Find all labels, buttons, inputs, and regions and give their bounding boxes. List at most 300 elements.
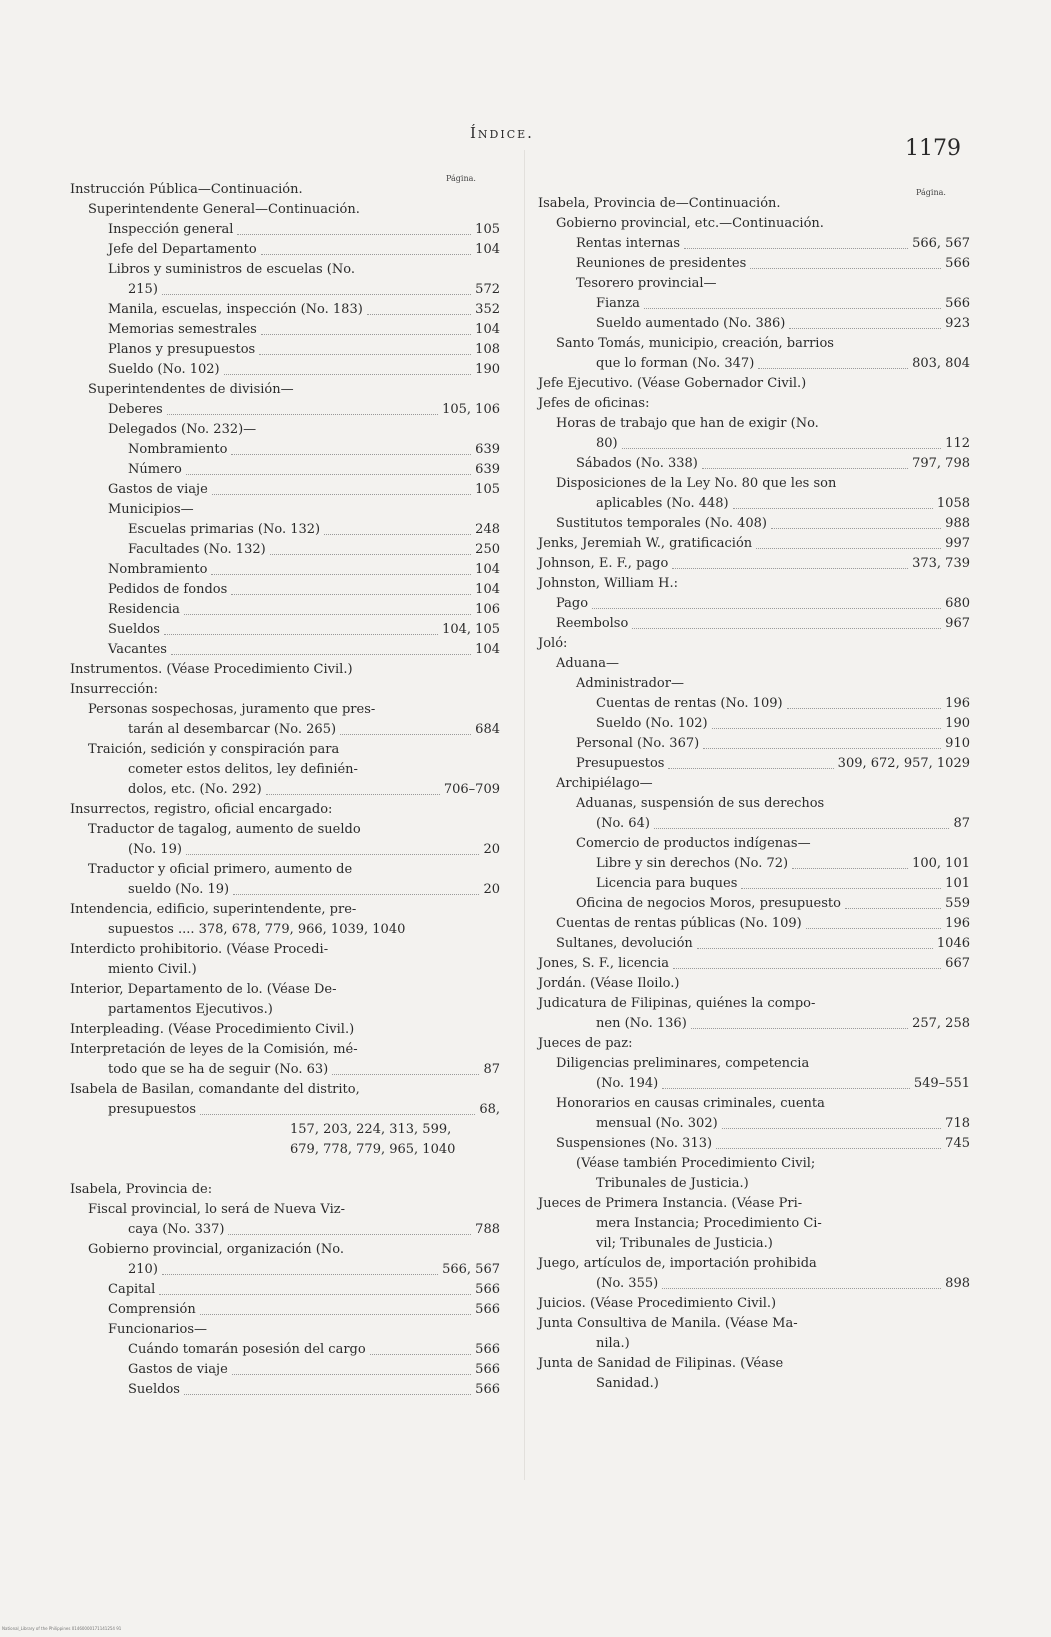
entry-text: Gobierno provincial, etc.—Continuación. <box>556 216 824 231</box>
index-entry <box>538 1374 970 1394</box>
index-entry <box>538 1154 970 1174</box>
pagina-label: Página. <box>446 174 476 183</box>
dot-leader <box>806 928 941 929</box>
entry-page-ref: 100, 101 <box>912 856 970 871</box>
index-entry <box>538 514 970 534</box>
index-entry <box>538 274 970 294</box>
index-entry <box>70 780 500 800</box>
index-entry <box>538 254 970 274</box>
page-header-title: Índice. <box>470 124 534 142</box>
dot-leader <box>632 628 941 629</box>
index-entry <box>70 840 500 860</box>
entry-text: Administrador— <box>576 676 684 691</box>
entry-text: Comprensión <box>108 1302 196 1317</box>
entry-text: Sueldos <box>108 622 160 637</box>
index-entry <box>70 460 500 480</box>
dot-leader <box>845 908 941 909</box>
entry-text: Rentas internas <box>576 236 681 251</box>
entry-text: Interior, Departamento de lo. (Véase De- <box>70 982 337 997</box>
index-entry <box>70 180 500 200</box>
index-entry <box>538 214 970 234</box>
entry-text: Judicatura de Filipinas, quiénes la compo- <box>538 996 816 1011</box>
entry-page-ref: 196 <box>945 916 970 931</box>
index-entry <box>70 900 500 920</box>
dot-leader <box>259 354 471 355</box>
index-entry <box>70 800 500 820</box>
index-entry <box>538 1294 970 1314</box>
entry-text: Interpretación de leyes de la Comisión, mé- <box>70 1042 358 1057</box>
entry-page-ref: 248 <box>475 522 500 537</box>
dot-leader <box>167 414 438 415</box>
dot-leader <box>771 528 941 529</box>
dot-leader <box>184 1394 471 1395</box>
index-entry <box>70 1000 500 1020</box>
index-entry <box>538 794 970 814</box>
entry-page-ref: 566, 567 <box>442 1262 500 1277</box>
entry-page-ref: 898 <box>945 1276 970 1291</box>
entry-text: Oficina de negocios Moros, presupuesto <box>576 896 841 911</box>
entry-page-ref: 1046 <box>936 936 970 951</box>
dot-leader <box>200 1114 475 1115</box>
index-entry <box>70 280 500 300</box>
dot-leader <box>186 854 479 855</box>
entry-text: Presupuestos <box>576 756 665 771</box>
index-entry <box>70 1300 500 1320</box>
dot-leader <box>231 594 471 595</box>
index-entry <box>70 980 500 1000</box>
entry-page-ref: 87 <box>483 1062 500 1077</box>
index-entry <box>70 300 500 320</box>
dot-leader <box>644 308 941 309</box>
entry-text: partamentos Ejecutivos.) <box>108 1002 273 1017</box>
entry-text: Planos y presupuestos <box>108 342 256 357</box>
index-entry <box>70 1200 500 1220</box>
entry-text: Jefe del Departamento <box>108 242 257 257</box>
dot-leader <box>231 454 471 455</box>
entry-text: Isabela, Provincia de—Continuación. <box>538 196 781 211</box>
index-entry <box>70 200 500 220</box>
entry-text: Jefe Ejecutivo. (Véase Gobernador Civil.) <box>538 376 807 391</box>
index-entry <box>538 1114 970 1134</box>
entry-text: nen (No. 136) <box>596 1016 687 1031</box>
index-entry <box>70 1140 500 1160</box>
entry-text: Santo Tomás, municipio, creación, barrios <box>556 336 834 351</box>
dot-leader <box>697 948 933 949</box>
index-entry <box>70 660 500 680</box>
dot-leader <box>756 548 941 549</box>
index-entry <box>70 440 500 460</box>
entry-page-ref: 196 <box>945 696 970 711</box>
entry-text: Funcionarios— <box>108 1322 208 1337</box>
index-entry <box>538 534 970 554</box>
index-entry <box>538 434 970 454</box>
dot-leader <box>712 728 941 729</box>
index-entry <box>70 520 500 540</box>
index-entry <box>538 294 970 314</box>
entry-text: Libros y suministros de escuelas (No. <box>108 262 355 277</box>
entry-text: Horas de trabajo que han de exigir (No. <box>556 416 819 431</box>
dot-leader <box>162 1274 438 1275</box>
entry-text: Disposiciones de la Ley No. 80 que les son <box>556 476 837 491</box>
index-entry <box>70 860 500 880</box>
index-entry <box>538 1174 970 1194</box>
index-entry <box>538 714 970 734</box>
index-entry <box>70 1340 500 1360</box>
entry-text: Jordán. (Véase Iloilo.) <box>538 976 680 991</box>
entry-page-ref: 104 <box>475 322 500 337</box>
entry-text: Joló: <box>538 636 568 651</box>
index-entry <box>70 400 500 420</box>
entry-page-ref: 706–709 <box>443 782 500 797</box>
dot-leader <box>340 734 471 735</box>
entry-text: Jueces de paz: <box>538 1036 633 1051</box>
entry-text: Gastos de viaje <box>128 1362 228 1377</box>
pagina-label: Página. <box>916 188 946 197</box>
index-entry <box>70 360 500 380</box>
entry-text: Tesorero provincial— <box>576 276 717 291</box>
entry-text: Pago <box>556 596 589 611</box>
index-entry <box>538 1074 970 1094</box>
entry-text: Traición, sedición y conspiración para <box>88 742 340 757</box>
entry-text: Johnston, William H.: <box>538 576 678 591</box>
index-entry <box>70 1320 500 1340</box>
entry-text: Superintendente General—Continuación. <box>88 202 360 217</box>
entry-text: Sanidad.) <box>596 1376 659 1391</box>
entry-page-ref: 680 <box>945 596 970 611</box>
entry-text: Reuniones de presidentes <box>576 256 747 271</box>
entry-text: Jenks, Jeremiah W., gratificación <box>538 536 753 551</box>
entry-text: Sueldo aumentado (No. 386) <box>596 316 786 331</box>
entry-text: Sustitutos temporales (No. 408) <box>556 516 767 531</box>
dot-leader <box>184 614 471 615</box>
index-entry <box>70 260 500 280</box>
entry-text: Aduana— <box>556 656 619 671</box>
entry-text: Jefes de oficinas: <box>538 396 650 411</box>
entry-text: presupuestos <box>108 1102 197 1117</box>
column-gutter <box>524 150 525 1480</box>
index-entry <box>70 960 500 980</box>
entry-page-ref: 572 <box>475 282 500 297</box>
entry-text: Comercio de productos indígenas— <box>576 836 811 851</box>
dot-leader <box>211 574 471 575</box>
index-entry <box>538 1054 970 1074</box>
index-entry <box>70 1100 500 1120</box>
entry-text: tarán al desembarcar (No. 265) <box>128 722 337 737</box>
entry-text: Jueces de Primera Instancia. (Véase Pri- <box>538 1196 803 1211</box>
index-entry <box>538 954 970 974</box>
index-entry <box>538 674 970 694</box>
index-entry <box>70 1180 500 1200</box>
entry-page-ref: 1058 <box>936 496 970 511</box>
entry-page-ref: 745 <box>945 1136 970 1151</box>
index-entry <box>70 340 500 360</box>
index-entry <box>70 680 500 700</box>
index-entry <box>70 720 500 740</box>
index-entry <box>70 1280 500 1300</box>
entry-page-ref: 20 <box>483 842 500 857</box>
entry-text: Isabela, Provincia de: <box>70 1182 213 1197</box>
entry-text: mera Instancia; Procedimiento Ci- <box>596 1216 822 1231</box>
index-entry <box>538 934 970 954</box>
entry-text: Número <box>128 462 182 477</box>
entry-page-ref: 566, 567 <box>912 236 970 251</box>
dot-leader <box>233 894 479 895</box>
entry-text: Suspensiones (No. 313) <box>556 1136 713 1151</box>
entry-text: Personas sospechosas, juramento que pres- <box>88 702 376 717</box>
entry-text: Superintendentes de división— <box>88 382 294 397</box>
entry-text: Reembolso <box>556 616 629 631</box>
dot-leader <box>750 268 941 269</box>
index-entry <box>538 194 970 214</box>
entry-page-ref: 667 <box>945 956 970 971</box>
entry-page-ref: 566 <box>475 1282 500 1297</box>
index-entry <box>70 880 500 900</box>
entry-text: cometer estos delitos, ley definién- <box>128 762 358 777</box>
entry-text: Manila, escuelas, inspección (No. 183) <box>108 302 363 317</box>
entry-text: Jones, S. F., licencia <box>538 956 669 971</box>
index-entry <box>538 1134 970 1154</box>
index-entry <box>538 614 970 634</box>
index-entry <box>538 1354 970 1374</box>
entry-text: 210) <box>128 1262 158 1277</box>
entry-text: Capital <box>108 1282 156 1297</box>
entry-text: Isabela de Basilan, comandante del distrito, <box>70 1082 360 1097</box>
index-entry <box>70 640 500 660</box>
entry-page-ref: 257, 258 <box>912 1016 970 1031</box>
entry-page-ref: 566 <box>475 1362 500 1377</box>
dot-leader <box>200 1314 471 1315</box>
index-entry <box>538 1094 970 1114</box>
index-entry <box>70 1260 500 1280</box>
entry-page-ref: 105 <box>475 222 500 237</box>
entry-text: Libre y sin derechos (No. 72) <box>596 856 789 871</box>
entry-page-ref: 104 <box>475 562 500 577</box>
dot-leader <box>741 888 941 889</box>
index-entry <box>70 1020 500 1040</box>
entry-text: Insurrectos, registro, oficial encargado: <box>70 802 333 817</box>
entry-text: Diligencias preliminares, competencia <box>556 1056 810 1071</box>
index-entry <box>538 1334 970 1354</box>
entry-text: Sueldo (No. 102) <box>596 716 708 731</box>
dot-leader <box>159 1294 471 1295</box>
entry-page-ref: 190 <box>475 362 500 377</box>
dot-leader <box>758 368 908 369</box>
entry-page-ref: 106 <box>475 602 500 617</box>
entry-text: 80) <box>596 436 618 451</box>
dot-leader <box>733 508 933 509</box>
index-entry <box>70 1380 500 1400</box>
index-entry <box>70 380 500 400</box>
entry-page-ref: 190 <box>945 716 970 731</box>
index-entry <box>70 1240 500 1260</box>
dot-leader <box>367 314 471 315</box>
dot-leader <box>592 608 941 609</box>
index-entry <box>70 500 500 520</box>
entry-text: Gobierno provincial, organización (No. <box>88 1242 344 1257</box>
index-entry <box>70 820 500 840</box>
entry-text: Johnson, E. F., pago <box>538 556 669 571</box>
index-entry <box>70 1060 500 1080</box>
index-entry <box>538 1234 970 1254</box>
entry-text: (No. 355) <box>596 1276 659 1291</box>
index-entry <box>70 940 500 960</box>
dot-leader <box>162 294 471 295</box>
index-entry <box>538 914 970 934</box>
index-entry <box>538 974 970 994</box>
entry-text: Intendencia, edificio, superintendente, pre- <box>70 902 357 917</box>
entry-text: (No. 64) <box>596 816 650 831</box>
dot-leader <box>702 468 908 469</box>
dot-leader <box>270 554 471 555</box>
entry-text: Cuentas de rentas públicas (No. 109) <box>556 916 802 931</box>
index-entry <box>70 320 500 340</box>
dot-leader <box>662 1288 941 1289</box>
dot-leader <box>237 234 471 235</box>
index-entry <box>70 1160 500 1180</box>
dot-leader <box>212 494 471 495</box>
entry-page-ref: 309, 672, 957, 1029 <box>837 756 970 771</box>
entry-text: 215) <box>128 282 158 297</box>
entry-page-ref: 997 <box>945 536 970 551</box>
index-entry <box>70 760 500 780</box>
entry-page-ref: 373, 739 <box>912 556 970 571</box>
entry-text: mensual (No. 302) <box>596 1116 718 1131</box>
entry-page-ref: 549–551 <box>913 1076 970 1091</box>
entry-page-ref: 967 <box>945 616 970 631</box>
entry-text: Archipiélago— <box>556 776 653 791</box>
entry-text: (No. 194) <box>596 1076 659 1091</box>
entry-text: Instrumentos. (Véase Procedimiento Civil.) <box>70 662 353 677</box>
entry-page-ref: 108 <box>475 342 500 357</box>
entry-text: Gastos de viaje <box>108 482 208 497</box>
dot-leader <box>789 328 941 329</box>
entry-page-ref: 104 <box>475 642 500 657</box>
entry-page-ref: 566 <box>945 256 970 271</box>
entry-text: nila.) <box>596 1336 630 1351</box>
entry-text: Interpleading. (Véase Procedimiento Civil.) <box>70 1022 355 1037</box>
dot-leader <box>703 748 941 749</box>
dot-leader <box>668 768 834 769</box>
entry-page-ref: 797, 798 <box>912 456 970 471</box>
index-entry <box>538 1014 970 1034</box>
entry-text: Insurrección: <box>70 682 158 697</box>
entry-text: 679, 778, 779, 965, 1040 <box>290 1142 456 1157</box>
index-entry <box>538 854 970 874</box>
index-entry <box>538 994 970 1014</box>
page-number: 1179 <box>905 136 961 161</box>
entry-text: todo que se ha de seguir (No. 63) <box>108 1062 329 1077</box>
entry-text: dolos, etc. (No. 292) <box>128 782 262 797</box>
index-entry <box>70 1080 500 1100</box>
dot-leader <box>722 1128 941 1129</box>
entry-text: Pedidos de fondos <box>108 582 228 597</box>
entry-text: Memorias semestrales <box>108 322 257 337</box>
entry-page-ref: 910 <box>945 736 970 751</box>
index-entry <box>538 474 970 494</box>
dot-leader <box>622 448 941 449</box>
index-entry <box>538 694 970 714</box>
entry-page-ref: 101 <box>945 876 970 891</box>
entry-text: que lo forman (No. 347) <box>596 356 755 371</box>
dot-leader <box>654 828 949 829</box>
index-entry <box>538 1274 970 1294</box>
index-entry <box>70 480 500 500</box>
entry-page-ref: 352 <box>475 302 500 317</box>
entry-text: Junta Consultiva de Manila. (Véase Ma- <box>538 1316 798 1331</box>
entry-page-ref: 68, <box>479 1102 500 1117</box>
dot-leader <box>787 708 941 709</box>
entry-text: Aduanas, suspensión de sus derechos <box>576 796 825 811</box>
entry-text: 157, 203, 224, 313, 599, <box>290 1122 452 1137</box>
index-entry <box>538 574 970 594</box>
entry-text: Inspección general <box>108 222 234 237</box>
dot-leader <box>691 1028 908 1029</box>
entry-text: Fiscal provincial, lo será de Nueva Viz- <box>88 1202 345 1217</box>
entry-page-ref: 788 <box>475 1222 500 1237</box>
entry-text: Escuelas primarias (No. 132) <box>128 522 321 537</box>
index-entry <box>538 874 970 894</box>
entry-text: (Véase también Procedimiento Civil; <box>576 1156 816 1171</box>
entry-text: Facultades (No. 132) <box>128 542 266 557</box>
dot-leader <box>261 334 471 335</box>
index-entry <box>538 634 970 654</box>
index-entry <box>538 1254 970 1274</box>
entry-page-ref: 112 <box>945 436 970 451</box>
index-entry <box>538 894 970 914</box>
entry-text: Traductor de tagalog, aumento de sueldo <box>88 822 361 837</box>
index-entry <box>538 654 970 674</box>
entry-page-ref: 718 <box>945 1116 970 1131</box>
entry-page-ref: 104, 105 <box>442 622 500 637</box>
index-entry <box>70 1040 500 1060</box>
dot-leader <box>332 1074 479 1075</box>
scan-footer: National_Library of the Philippines 01460000171141254 91 <box>2 1626 122 1631</box>
entry-page-ref: 684 <box>475 722 500 737</box>
entry-text: Nombramiento <box>128 442 228 457</box>
index-entry <box>70 580 500 600</box>
dot-leader <box>228 1234 471 1235</box>
dot-leader <box>716 1148 941 1149</box>
entry-text: Sueldos <box>128 1382 180 1397</box>
index-entry <box>538 354 970 374</box>
entry-page-ref: 639 <box>475 442 500 457</box>
entry-page-ref: 250 <box>475 542 500 557</box>
entry-text: Juicios. (Véase Procedimiento Civil.) <box>538 1296 777 1311</box>
entry-text: caya (No. 337) <box>128 1222 225 1237</box>
entry-text: Tribunales de Justicia.) <box>596 1176 749 1191</box>
entry-text: Vacantes <box>108 642 167 657</box>
entry-page-ref: 559 <box>945 896 970 911</box>
entry-text: Instrucción Pública—Continuación. <box>70 182 303 197</box>
entry-page-ref: 566 <box>945 296 970 311</box>
entry-text: Sueldo (No. 102) <box>108 362 220 377</box>
entry-text: Traductor y oficial primero, aumento de <box>88 862 353 877</box>
entry-text: (No. 19) <box>128 842 182 857</box>
entry-text: supuestos .... 378, 678, 779, 966, 1039, 1040 <box>108 922 406 937</box>
index-entry <box>538 374 970 394</box>
entry-text: aplicables (No. 448) <box>596 496 729 511</box>
dot-leader <box>662 1088 910 1089</box>
index-entry <box>70 620 500 640</box>
entry-text: Municipios— <box>108 502 194 517</box>
index-entry <box>538 334 970 354</box>
entry-text: Personal (No. 367) <box>576 736 700 751</box>
index-entry <box>70 700 500 720</box>
entry-page-ref: 105, 106 <box>442 402 500 417</box>
index-entry <box>538 594 970 614</box>
dot-leader <box>232 1374 471 1375</box>
index-entry <box>70 1220 500 1240</box>
